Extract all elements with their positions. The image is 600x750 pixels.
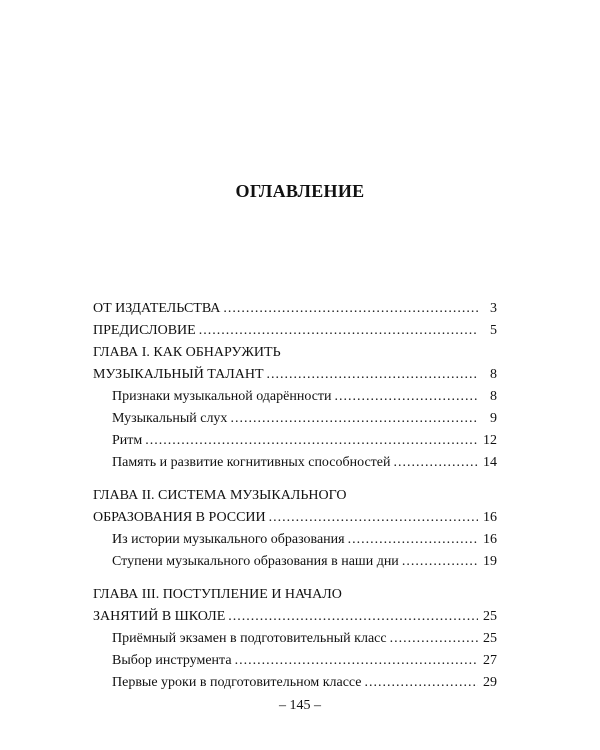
toc-page-number: 29 [483,675,497,690]
toc-entry-label: Ритм [112,433,143,448]
toc-page-number: 14 [483,455,497,470]
dot-leader [394,452,479,474]
toc-entry-label: Выбор инструмента [112,653,232,668]
dot-leader [230,408,478,430]
toc-page-number: 25 [483,631,497,646]
toc-page-number: 19 [483,554,497,569]
dot-leader [390,628,478,650]
table-of-contents [93,298,497,705]
toc-chapter-heading-line: ГЛАВА I. КАК ОБНАРУЖИТЬ [93,345,281,360]
dot-leader [145,430,478,452]
toc-entry-label: Первые уроки в подготовительном классе [112,675,362,690]
toc-chapter-heading-line: МУЗЫКАЛЬНЫЙ ТАЛАНТ [93,367,264,382]
toc-entry-chapter-2[interactable] [93,485,497,529]
toc-page-number: 16 [483,510,497,525]
dot-leader [199,320,478,342]
toc-entry-label: Признаки музыкальной одарённости [112,389,332,404]
toc-entry-from-publisher[interactable] [93,298,497,320]
toc-entry-signs-of-talent[interactable] [93,386,497,408]
toc-chapter-heading-line: ГЛАВА II. СИСТЕМА МУЗЫКАЛЬНОГО [93,488,347,503]
page-title: ОГЛАВЛЕНИЕ [235,181,365,201]
page-number-footer: – 145 – [279,698,321,713]
toc-group-chapter-2 [93,485,497,573]
toc-entry-instrument-choice[interactable] [93,650,497,672]
toc-entry-chapter-1[interactable] [93,342,497,386]
dot-leader [267,364,478,386]
toc-entry-label: Приёмный экзамен в подготовительный класс [112,631,387,646]
toc-page-number: 3 [490,301,497,316]
toc-page-number: 16 [483,532,497,547]
toc-entry-label: Из истории музыкального образования [112,532,345,547]
dot-leader [228,606,478,628]
dot-leader [348,529,478,551]
toc-page-number: 9 [490,411,497,426]
dot-leader [335,386,478,408]
toc-entry-chapter-3[interactable] [93,584,497,628]
toc-group-chapter-3 [93,584,497,694]
toc-group-front-and-chapter-1 [93,298,497,474]
toc-page-number: 5 [490,323,497,338]
toc-entry-rhythm[interactable] [93,430,497,452]
toc-page-number: 8 [490,389,497,404]
toc-page-number: 12 [483,433,497,448]
dot-leader [235,650,478,672]
toc-page-number: 27 [483,653,497,668]
toc-entry-preface[interactable] [93,320,497,342]
dot-leader [223,298,478,320]
toc-entry-label: Ступени музыкального образования в наши дни [112,554,399,569]
toc-entry-label: Музыкальный слух [112,411,228,426]
toc-entry-musical-ear[interactable] [93,408,497,430]
toc-entry-memory-cognitive[interactable] [93,452,497,474]
toc-chapter-heading-line: ЗАНЯТИЙ В ШКОЛЕ [93,609,226,624]
dot-leader [402,551,478,573]
toc-entry-education-stages[interactable] [93,551,497,573]
toc-page-number: 8 [490,367,497,382]
toc-entry-first-lessons[interactable] [93,672,497,694]
toc-entry-label: ПРЕДИСЛОВИЕ [93,323,196,338]
toc-chapter-heading-line: ГЛАВА III. ПОСТУПЛЕНИЕ И НАЧАЛО [93,587,342,602]
toc-entry-entrance-exam[interactable] [93,628,497,650]
toc-page-number: 25 [483,609,497,624]
toc-entry-label: Память и развитие когнитивных способностей [112,455,391,470]
toc-chapter-heading-line: ОБРАЗОВАНИЯ В РОССИИ [93,510,266,525]
toc-entry-history-of-education[interactable] [93,529,497,551]
toc-entry-label: ОТ ИЗДАТЕЛЬСТВА [93,301,221,316]
dot-leader [269,507,478,529]
dot-leader [365,672,478,694]
